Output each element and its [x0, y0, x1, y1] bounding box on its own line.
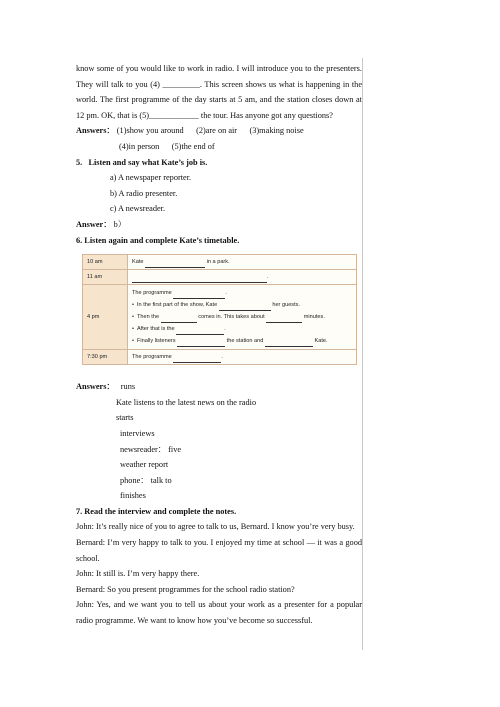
q6-answer-line1 [76, 379, 362, 395]
dialogue-line: Bernard: So you present programmes for the school radio station? [76, 584, 295, 594]
cell-text: in a park. [206, 259, 230, 266]
dialogue-line: John: Yes, and we want you to tell us about your work as a presenter for a popular radio programme. We want to know how you’ve become so successful. [76, 600, 362, 626]
time-cell: 4 pm [83, 285, 128, 349]
dialogue-line: Bernard: I’m very happy to talk to you. I enjoyed my time at school — it was a good school. [76, 538, 362, 563]
timetable-row-10am [83, 255, 356, 269]
timetable-row-11am [83, 269, 356, 284]
cell-text: Finally listeners [136, 338, 176, 345]
kate-timetable [82, 254, 357, 365]
q5-answer [76, 217, 362, 233]
activity-cell [128, 255, 356, 269]
intro-paragraph: know some of you would like to work in radio. I will introduce you to the presenters. They will talk to you (4) _________. This screen shows us what is happening in the world. The first programme of the day starts at 5 am, and the station closes down at 12 pm. OK, that is (5)____________ the tour. Has anyone got any questions? [76, 64, 362, 120]
time-cell: 10 am [83, 255, 128, 269]
answer-value: b） [113, 219, 127, 229]
answer-item: Kate listens to the latest news on the radio [116, 397, 257, 407]
cell-text: . [225, 290, 227, 297]
cell-text: After that is the [136, 326, 175, 333]
dialogue-line: John: It still is. I’m very happy there. [76, 569, 200, 579]
timetable-row-4pm [83, 284, 356, 349]
cell-text: Kate. [314, 338, 328, 345]
time-cell: 11 am [83, 270, 128, 284]
answers-4-text1: (1)show you around (2)are on air (3)making noise [116, 126, 304, 136]
blank-line [173, 354, 221, 363]
cell-text: comes in. This takes about [198, 314, 265, 321]
timetable-row-730pm [83, 349, 356, 364]
q7-title: 7. Read the interview and complete the notes. [76, 506, 237, 516]
answer-item: phone： talk to [120, 475, 172, 485]
answer-item: finishes [120, 491, 146, 501]
cell-text: In the first part of the show, Kate [136, 302, 218, 309]
cell-text: The programme [132, 290, 172, 297]
blank-line [145, 259, 205, 268]
q5-option-b: b) A radio presenter. [110, 188, 178, 198]
q5-title: 5. Listen and say what Kate’s job is. [76, 157, 208, 167]
blank-line [173, 290, 225, 299]
answer-item: newsreader： five [120, 444, 182, 454]
page-margin-rule [362, 58, 363, 650]
cell-text: minutes. [303, 314, 325, 321]
blank-line [265, 338, 313, 347]
blank-line [161, 314, 197, 323]
answer-item: starts [116, 413, 134, 423]
q5-option-c: c) A newsreader. [110, 204, 166, 214]
time-cell: 7:30 pm [83, 350, 128, 364]
cell-text: Then the [136, 314, 160, 321]
blank-line [219, 302, 271, 311]
answers-label: Answers： [76, 126, 115, 136]
document-body [76, 61, 362, 629]
cell-text: . [224, 326, 226, 333]
cell-text: Kate [132, 259, 144, 266]
answers-label: Answers： [76, 382, 115, 392]
cell-text: . [267, 274, 269, 281]
q6-title: 6. Listen again and complete Kate’s timetable. [76, 235, 240, 245]
blank-line [176, 326, 224, 335]
cell-text: The programme [132, 354, 172, 361]
cell-text: . [221, 354, 223, 361]
answer-item: weather report [120, 460, 169, 470]
q5-option-a: a) A newspaper reporter. [110, 173, 192, 183]
activity-cell [128, 350, 356, 364]
blank-line [132, 274, 267, 283]
answer-item: interviews [120, 428, 155, 438]
blank-line [266, 314, 302, 323]
activity-cell [128, 270, 356, 284]
activity-cell [128, 285, 356, 349]
dialogue-line: John: It’s really nice of you to agree to talk to us, Bernard. I know you’re very busy. [76, 522, 355, 532]
answer-item: runs [120, 382, 136, 392]
answers-4-line1 [76, 123, 362, 139]
blank-line [177, 338, 225, 347]
cell-text: the station and [226, 338, 264, 345]
answers-4-line2: (4)in person (5)the end of [119, 141, 215, 151]
answer-label: Answer： [76, 219, 112, 229]
q6-answers [76, 379, 362, 504]
cell-text: her guests. [272, 302, 301, 309]
